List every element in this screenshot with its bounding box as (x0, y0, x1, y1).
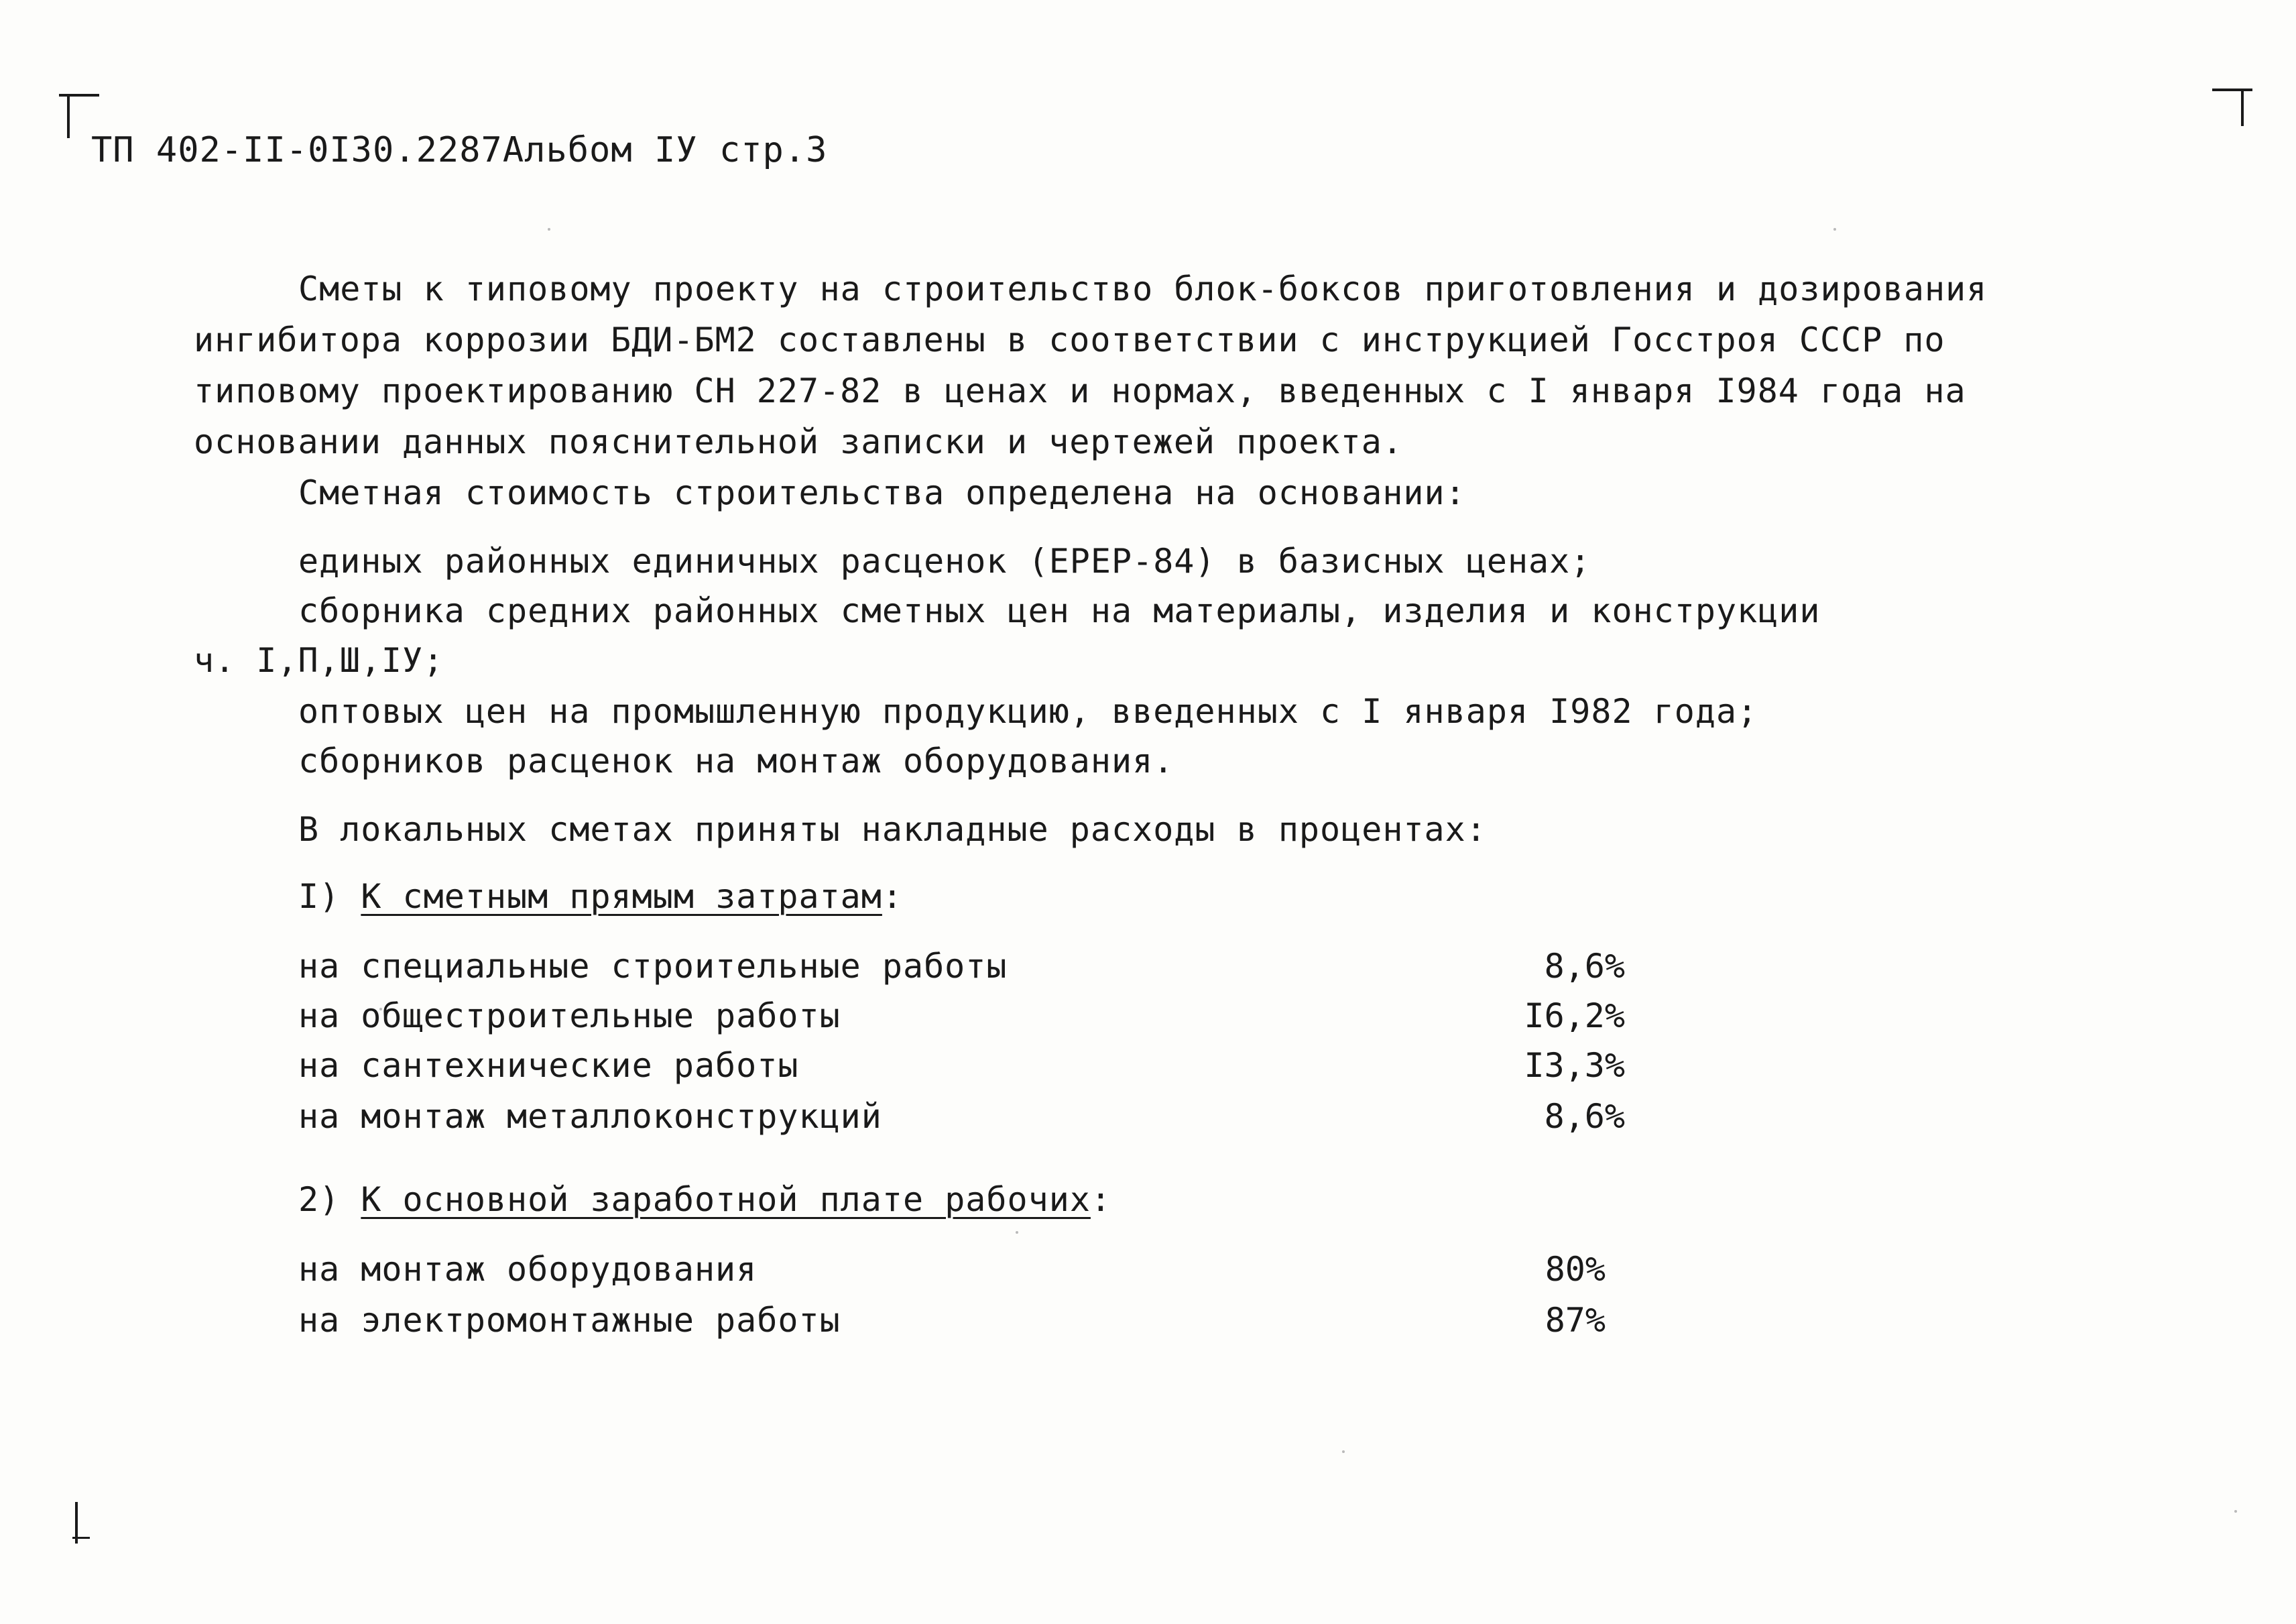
rate-value: 8,6% (1544, 1097, 1625, 1136)
corner-mark-top-right (2212, 89, 2252, 91)
scan-speck (548, 228, 550, 231)
scan-speck (1833, 228, 1836, 231)
basis-item: сборников расценок на монтаж оборудования. (298, 742, 1174, 780)
section-2-colon: : (1090, 1180, 1112, 1219)
corner-mark-bottom-left-dash (72, 1537, 90, 1539)
section-2-number: 2) (298, 1180, 341, 1219)
intro-line: ингибитора коррозии БДИ-БМ2 составлены в соответствии с инструкцией Госстроя СССР по (194, 321, 1945, 359)
intro-line: основании данных пояснительной записки и чертежей проекта. (194, 422, 1403, 461)
rate-label: на монтаж металлоконструкций (298, 1097, 882, 1136)
basis-item: единых районных единичных расценок (ЕРЕР-84) в базисных ценах; (298, 542, 1591, 581)
corner-mark-top-left (59, 94, 99, 97)
rate-value: 87% (1545, 1301, 1606, 1340)
basis-item: ч. I,П,Ш,IУ; (194, 641, 444, 680)
rate-label: на монтаж оборудования (298, 1250, 758, 1289)
intro-line: Сметы к типовому проекту на строительство блок-боксов приготовления и дозирования (298, 270, 1988, 308)
section-2-title: К основной заработной плате рабочих (361, 1180, 1091, 1219)
rate-value: 8,6% (1544, 947, 1625, 986)
rate-label: на сантехнические работы (298, 1046, 799, 1085)
rate-value: I3,3% (1524, 1046, 1625, 1085)
section-1-number: I) (298, 877, 341, 916)
rate-label: на электромонтажные работы (298, 1301, 841, 1340)
corner-mark-top-left-stem (67, 94, 70, 138)
section-1-colon: : (882, 877, 904, 916)
basis-heading: Сметная стоимость строительства определена на основании: (298, 473, 1466, 512)
document-header: ТП 402-II-0I30.2287Альбом IУ стр.3 (91, 130, 828, 170)
corner-mark-top-right-stem (2241, 89, 2244, 126)
scan-speck (1016, 1231, 1018, 1234)
rate-value: I6,2% (1524, 996, 1625, 1035)
overhead-heading: В локальных сметах приняты накладные расходы в процентах: (298, 810, 1487, 849)
section-1-title: К сметным прямым затратам (361, 877, 882, 916)
rate-label: на специальные строительные работы (298, 947, 1008, 986)
basis-item: сборника средних районных сметных цен на материалы, изделия и конструкции (298, 591, 1821, 630)
rate-label: на общестроительные работы (298, 996, 841, 1035)
scan-speck (1342, 1450, 1345, 1453)
section-2-heading (298, 1180, 1112, 1219)
scan-speck (2234, 1510, 2237, 1513)
rate-value: 80% (1545, 1250, 1606, 1289)
basis-item: оптовых цен на промышленную продукцию, введенных с I января I982 года; (298, 692, 1758, 731)
intro-line: типовому проектированию СН 227-82 в ценах и нормах, введенных с I января I984 года на (194, 371, 1966, 410)
section-1-heading (298, 877, 904, 916)
